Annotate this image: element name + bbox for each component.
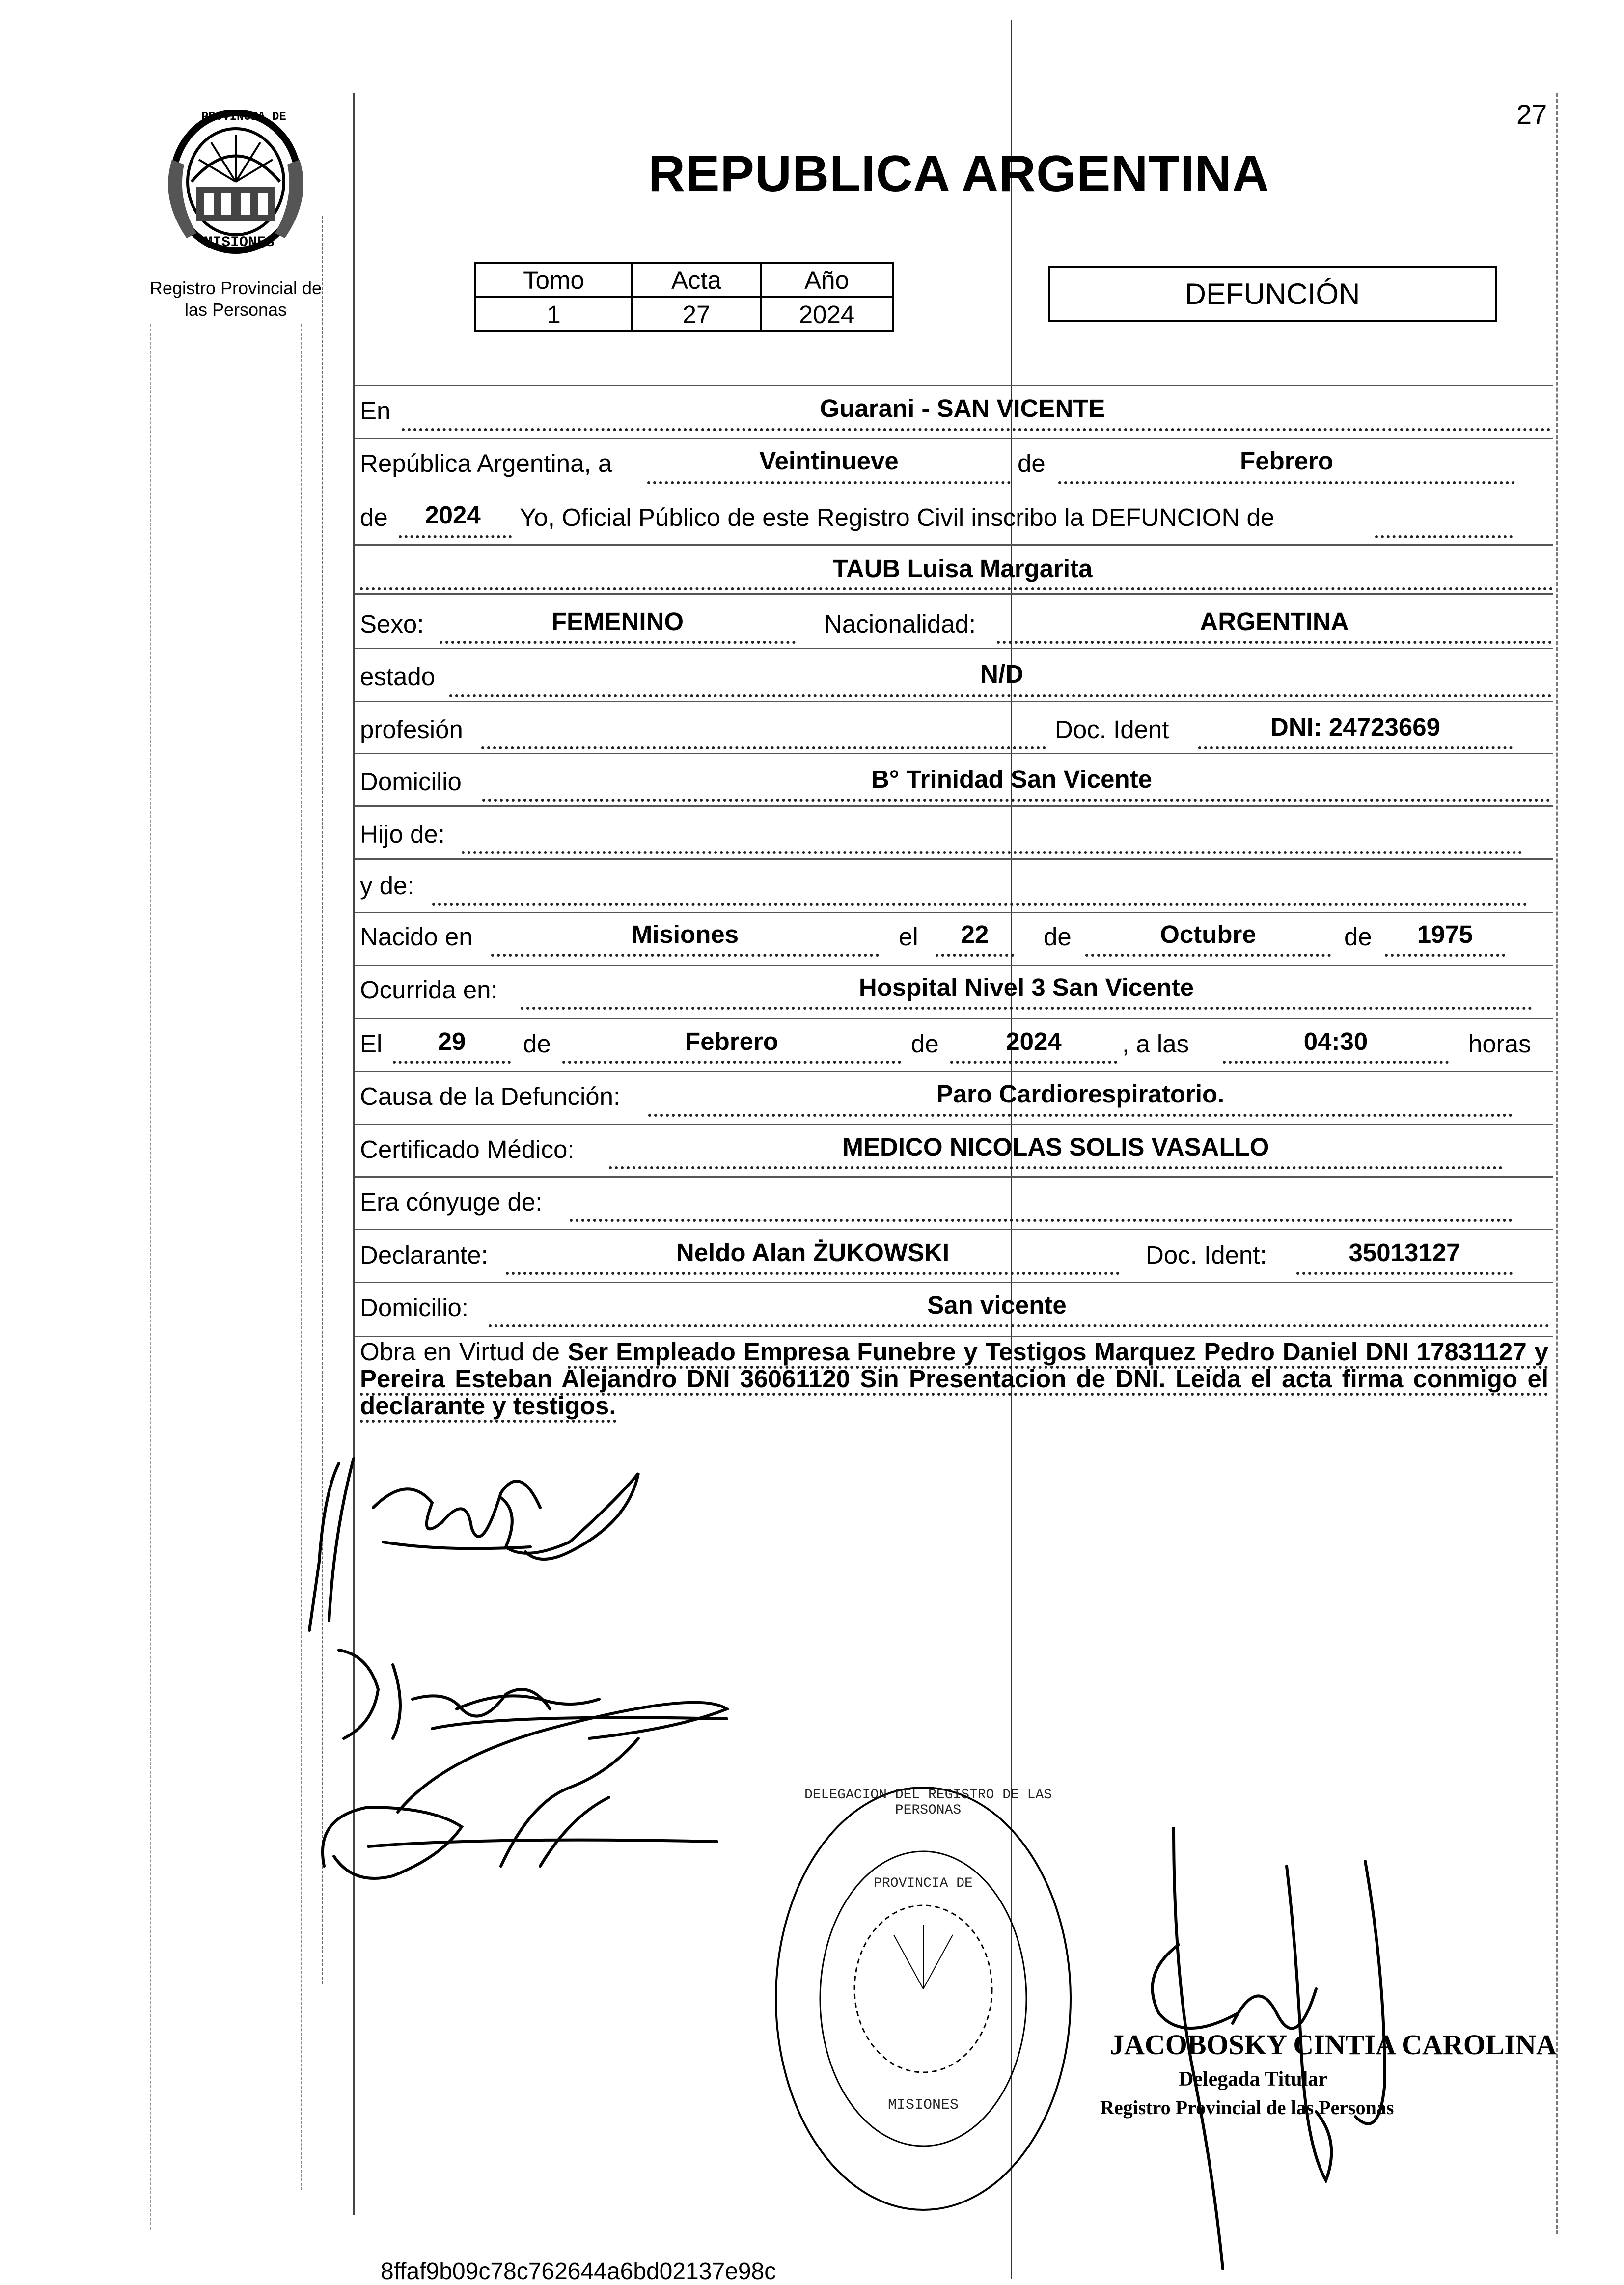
- dotted-line: [647, 481, 1011, 484]
- seal-inner-bottom: MISIONES: [887, 2097, 959, 2114]
- domicilio2-label: Domicilio:: [360, 1294, 469, 1321]
- birth-day-value: 22: [961, 920, 989, 948]
- officer-stamp-name: JACOBOSKY CINTIA CAROLINA: [1110, 2029, 1557, 2061]
- dotted-line: [570, 1219, 1513, 1222]
- logo-bottom-text: MISIONES: [204, 234, 275, 251]
- doc2-value: 35013127: [1349, 1239, 1460, 1266]
- table-header-row: [475, 263, 893, 297]
- rule: [355, 438, 1553, 439]
- value-acta: 27: [632, 297, 761, 331]
- certificado-value: MEDICO NICOLAS SOLIS VASALLO: [842, 1133, 1269, 1161]
- death-year-value: 2024: [1006, 1027, 1062, 1055]
- dotted-line: [997, 641, 1552, 644]
- a-las-label: , a las: [1122, 1030, 1189, 1058]
- de-label: de: [911, 1030, 939, 1058]
- obra-label: Obra en Virtud de: [360, 1338, 560, 1366]
- officer-stamp-role: Delegada Titular: [1179, 2068, 1327, 2091]
- rule: [355, 1229, 1553, 1230]
- nacionalidad-value: ARGENTINA: [1200, 607, 1349, 635]
- dotted-line: [1223, 1061, 1449, 1064]
- nacido-value: Misiones: [631, 920, 739, 948]
- nacionalidad-label: Nacionalidad:: [824, 610, 976, 638]
- rule: [355, 1124, 1553, 1125]
- rule: [355, 1176, 1553, 1178]
- declarante-value: Neldo Alan ŻUKOWSKI: [676, 1239, 950, 1266]
- rule: [355, 753, 1553, 754]
- dotted-line: [1085, 954, 1331, 957]
- death-day-value: 29: [438, 1027, 466, 1055]
- dotted-line: [491, 954, 879, 957]
- dotted-line: [449, 694, 1552, 697]
- en-label: En: [360, 397, 391, 425]
- dotted-line: [489, 1324, 1549, 1327]
- causa-value: Paro Cardiorespiratorio.: [936, 1080, 1225, 1108]
- value-ano: 2024: [761, 297, 893, 331]
- rule: [355, 858, 1553, 860]
- sexo-value: FEMENINO: [551, 607, 684, 635]
- official-seal: [766, 1778, 1080, 2220]
- rule: [355, 1336, 1553, 1337]
- seal-inner-top: PROVINCIA DE: [874, 1876, 973, 1891]
- left-dashed-line-3: [150, 324, 151, 2230]
- dotted-line: [432, 903, 1527, 906]
- dotted-line: [481, 746, 1046, 749]
- rule: [355, 544, 1553, 546]
- dotted-line: [648, 1114, 1513, 1117]
- domicilio-value: B° Trinidad San Vicente: [871, 765, 1153, 793]
- month-words-value: Febrero: [1240, 447, 1333, 475]
- de-label: de: [1344, 923, 1372, 951]
- nacido-label: Nacido en: [360, 923, 473, 951]
- de-label: de: [523, 1030, 551, 1058]
- dotted-line: [399, 535, 512, 538]
- logo-top-text: PROVINCIA DE: [201, 110, 286, 124]
- estado-value: N/D: [980, 660, 1023, 688]
- table-value-row: [475, 297, 893, 331]
- birth-year-value: 1975: [1417, 920, 1473, 948]
- rule: [355, 1282, 1553, 1283]
- hora-value: 04:30: [1303, 1027, 1368, 1055]
- dotted-line: [936, 954, 1014, 957]
- dotted-line: [562, 1061, 901, 1064]
- obra-text: Ser Empleado Empresa Funebre y Testigos Marquez Pedro Daniel DNI 17831127 y Pereira Esteban Alejandro DNI 36061120 Sin Presentacion de DNI. Leida el acta firma conmigo el declarante y testigos.: [360, 1338, 1548, 1423]
- dotted-line: [393, 1061, 511, 1064]
- registry-line-1: Registro Provincial de: [149, 278, 322, 298]
- dotted-line: [506, 1272, 1120, 1275]
- conyuge-label: Era cónyuge de:: [360, 1188, 543, 1216]
- yde-label: y de:: [360, 872, 414, 900]
- ocurrida-value: Hospital Nivel 3 San Vicente: [858, 973, 1194, 1001]
- ocurrida-label: Ocurrida en:: [360, 976, 498, 1004]
- rule: [355, 1071, 1553, 1072]
- domicilio-label: Domicilio: [360, 768, 462, 796]
- birth-month-value: Octubre: [1160, 920, 1256, 948]
- dotted-line: [440, 641, 796, 644]
- de-label: de: [1018, 449, 1046, 477]
- tomo-acta-ano-table: [474, 262, 894, 332]
- rule: [355, 701, 1553, 702]
- estado-label: estado: [360, 662, 436, 690]
- profesion-label: profesión: [360, 716, 463, 743]
- dotted-line: [462, 851, 1522, 854]
- el2-label: El: [360, 1030, 383, 1058]
- dotted-line: [1198, 746, 1513, 749]
- declarant-signature: [295, 1434, 737, 1925]
- footer-hash: 8ffaf9b09c78c762644a6bd02137e98c: [381, 2258, 776, 2285]
- officer-stamp-office: Registro Provincial de las Personas: [1100, 2096, 1394, 2119]
- dotted-line: [1296, 1272, 1513, 1275]
- causa-label: Causa de la Defunción:: [360, 1082, 621, 1110]
- rule: [355, 648, 1553, 649]
- rule: [355, 805, 1553, 807]
- dotted-line: [360, 587, 1553, 590]
- hijo-label: Hijo de:: [360, 820, 445, 848]
- obra-paragraph: [360, 1338, 1548, 1419]
- declarante-label: Declarante:: [360, 1241, 488, 1269]
- place-value: Guarani - SAN VICENTE: [820, 394, 1105, 422]
- domicilio2-value: San vicente: [927, 1291, 1067, 1319]
- sexo-label: Sexo:: [360, 610, 424, 638]
- el-label: el: [899, 923, 918, 951]
- right-edge-line: [1556, 93, 1558, 2234]
- value-tomo: 1: [475, 297, 632, 331]
- dotted-line: [609, 1166, 1503, 1169]
- header-tomo: Tomo: [475, 263, 632, 297]
- doc-label: Doc. Ident: [1055, 716, 1169, 743]
- seal-outer-text: DELEGACION DEL REGISTRO DE LAS PERSONAS: [804, 1788, 1052, 1818]
- day-words-value: Veintinueve: [759, 447, 899, 475]
- de-label: de: [1044, 923, 1072, 951]
- page-title: REPUBLICA ARGENTINA: [648, 145, 1270, 202]
- doc2-label: Doc. Ident:: [1146, 1241, 1267, 1269]
- rule: [355, 1018, 1553, 1019]
- record-type-box: DEFUNCIÓN: [1048, 266, 1497, 322]
- dotted-line: [950, 1061, 1117, 1064]
- official-text: Yo, Oficial Público de este Registro Civil inscribo la DEFUNCION de: [520, 503, 1275, 531]
- header-ano: Año: [761, 263, 893, 297]
- year-value: 2024: [425, 501, 481, 529]
- dotted-line: [482, 799, 1550, 802]
- republica-label: República Argentina, a: [360, 449, 612, 477]
- dotted-line: [521, 1007, 1532, 1010]
- horas-label: horas: [1468, 1030, 1531, 1058]
- seal-icon: [766, 1778, 1080, 2220]
- header-acta: Acta: [632, 263, 761, 297]
- misiones-coat-of-arms: [157, 101, 314, 258]
- de-label: de: [360, 503, 388, 531]
- dotted-line: [1375, 535, 1513, 538]
- deceased-name: TAUB Luisa Margarita: [832, 554, 1093, 582]
- certificado-label: Certificado Médico:: [360, 1135, 575, 1163]
- registry-line-2: las Personas: [184, 300, 287, 320]
- registry-name: [138, 277, 334, 321]
- dotted-line: [402, 428, 1551, 431]
- dotted-line: [1385, 954, 1505, 957]
- rule: [355, 385, 1553, 386]
- doc-value: DNI: 24723669: [1270, 713, 1440, 741]
- rule: [355, 965, 1553, 966]
- rule: [355, 912, 1553, 913]
- rule: [355, 593, 1553, 595]
- death-month-value: Febrero: [685, 1027, 778, 1055]
- dotted-line: [1058, 481, 1515, 484]
- page-number: 27: [1516, 99, 1547, 130]
